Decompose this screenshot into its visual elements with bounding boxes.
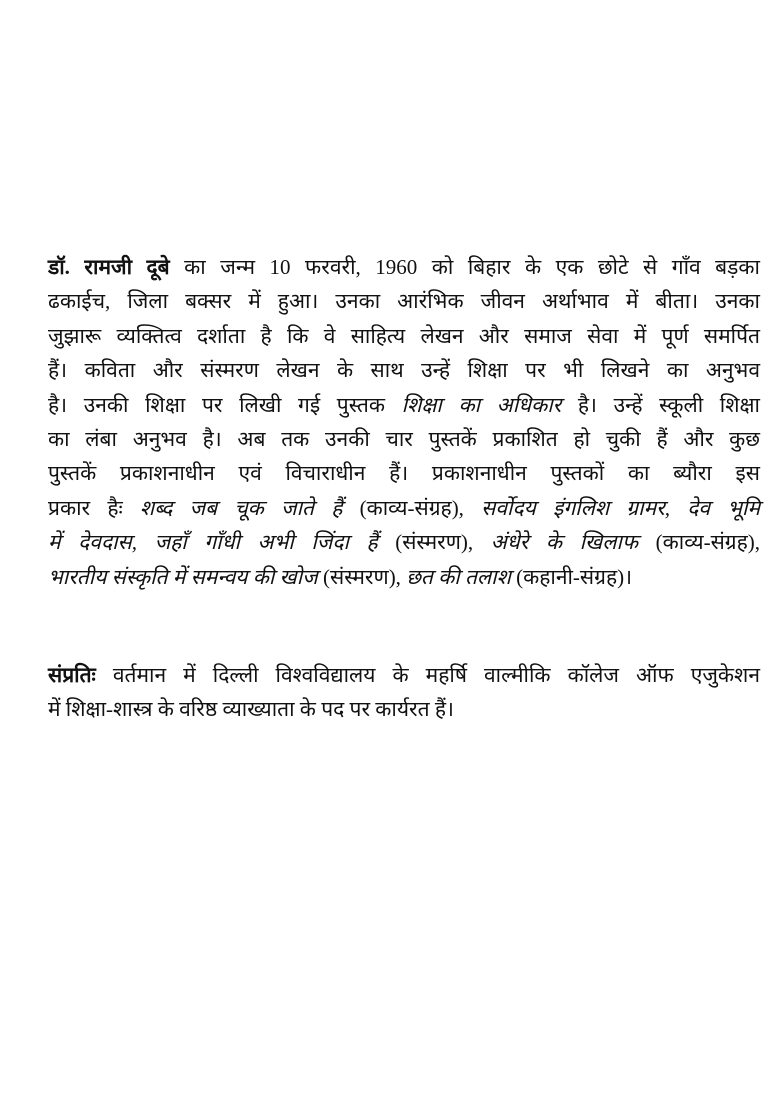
text-line (48, 560, 760, 594)
current-position-paragraph (48, 658, 760, 727)
text-segment: में शिक्षा-शास्त्र के वरिष्ठ व्याख्याता के पद पर कार्यरत हैं। (48, 697, 454, 722)
italic-book-title: अंधेरे के खिलाफ (490, 530, 639, 555)
text-line (48, 525, 760, 559)
text-segment: (कहानी-संग्रह)। (510, 564, 633, 589)
text-segment: हैं। कविता और संस्मरण लेखन के साथ उन्हें शिक्षा पर भी लिखने का अनुभव (48, 358, 760, 383)
text-segment: वर्तमान में दिल्ली विश्वविद्यालय के महर्षि वाल्मीकि कॉलेज ऑफ एजुकेशन (95, 663, 760, 687)
text-line (48, 319, 760, 353)
text-line (48, 692, 760, 726)
text-line (48, 658, 760, 692)
italic-book-title: शब्द जब चूक जाते हैं (139, 495, 343, 520)
text-line (48, 353, 760, 387)
text-segment: (काव्य-संग्रह), (342, 495, 482, 520)
text-line (48, 456, 760, 490)
text-segment: (संस्मरण), (317, 564, 407, 589)
text-line (48, 422, 760, 456)
text-line (48, 388, 760, 422)
text-segment: पुस्तकें प्रकाशनाधीन एवं विचाराधीन हैं। प्रकाशनाधीन पुस्तकों का ब्यौरा इस (48, 461, 760, 486)
text-segment: है। उनकी शिक्षा पर लिखी गई पुस्तक (48, 392, 402, 417)
italic-book-title: में देवदास, जहाँ गाँधी अभी जिंदा हैं (48, 530, 378, 555)
bold-text: डॉ. रामजी दूबे (48, 255, 170, 279)
text-segment: का लंबा अनुभव है। अब तक उनकी चार पुस्तकें प्रकाशित हो चुकी हैं और कुछ (48, 426, 760, 451)
text-line (48, 491, 760, 525)
text-segment: (काव्य-संग्रह), (638, 530, 761, 555)
text-line (48, 284, 760, 318)
text-line (48, 250, 760, 284)
italic-book-title: छत की तलाश (406, 564, 511, 589)
text-segment: (संस्मरण), (377, 530, 491, 555)
italic-book-title: भारतीय संस्कृति में समन्वय की खोज (48, 564, 318, 589)
italic-book-title: शिक्षा का अधिकार (401, 392, 562, 417)
text-segment: का जन्म 10 फरवरी, 1960 को बिहार के एक छोटे से गाँव बड़का (169, 255, 760, 279)
text-segment: प्रकार हैः (48, 495, 140, 520)
text-segment: ढकाईच, जिला बक्सर में हुआ। उनका आरंभिक जीवन अर्थाभाव में बीता। उनका (48, 289, 760, 314)
biography-paragraph (48, 250, 760, 594)
text-segment: है। उन्हें स्कूली शिक्षा (561, 392, 760, 417)
italic-book-title: सर्वोदय इंगलिश ग्रामर, देव भूमि (481, 495, 760, 520)
bold-text: संप्रतिः (48, 663, 96, 687)
text-segment: जुझारू व्यक्तित्व दर्शाता है कि वे साहित्य लेखन और समाज सेवा में पूर्ण समर्पित (48, 323, 760, 348)
